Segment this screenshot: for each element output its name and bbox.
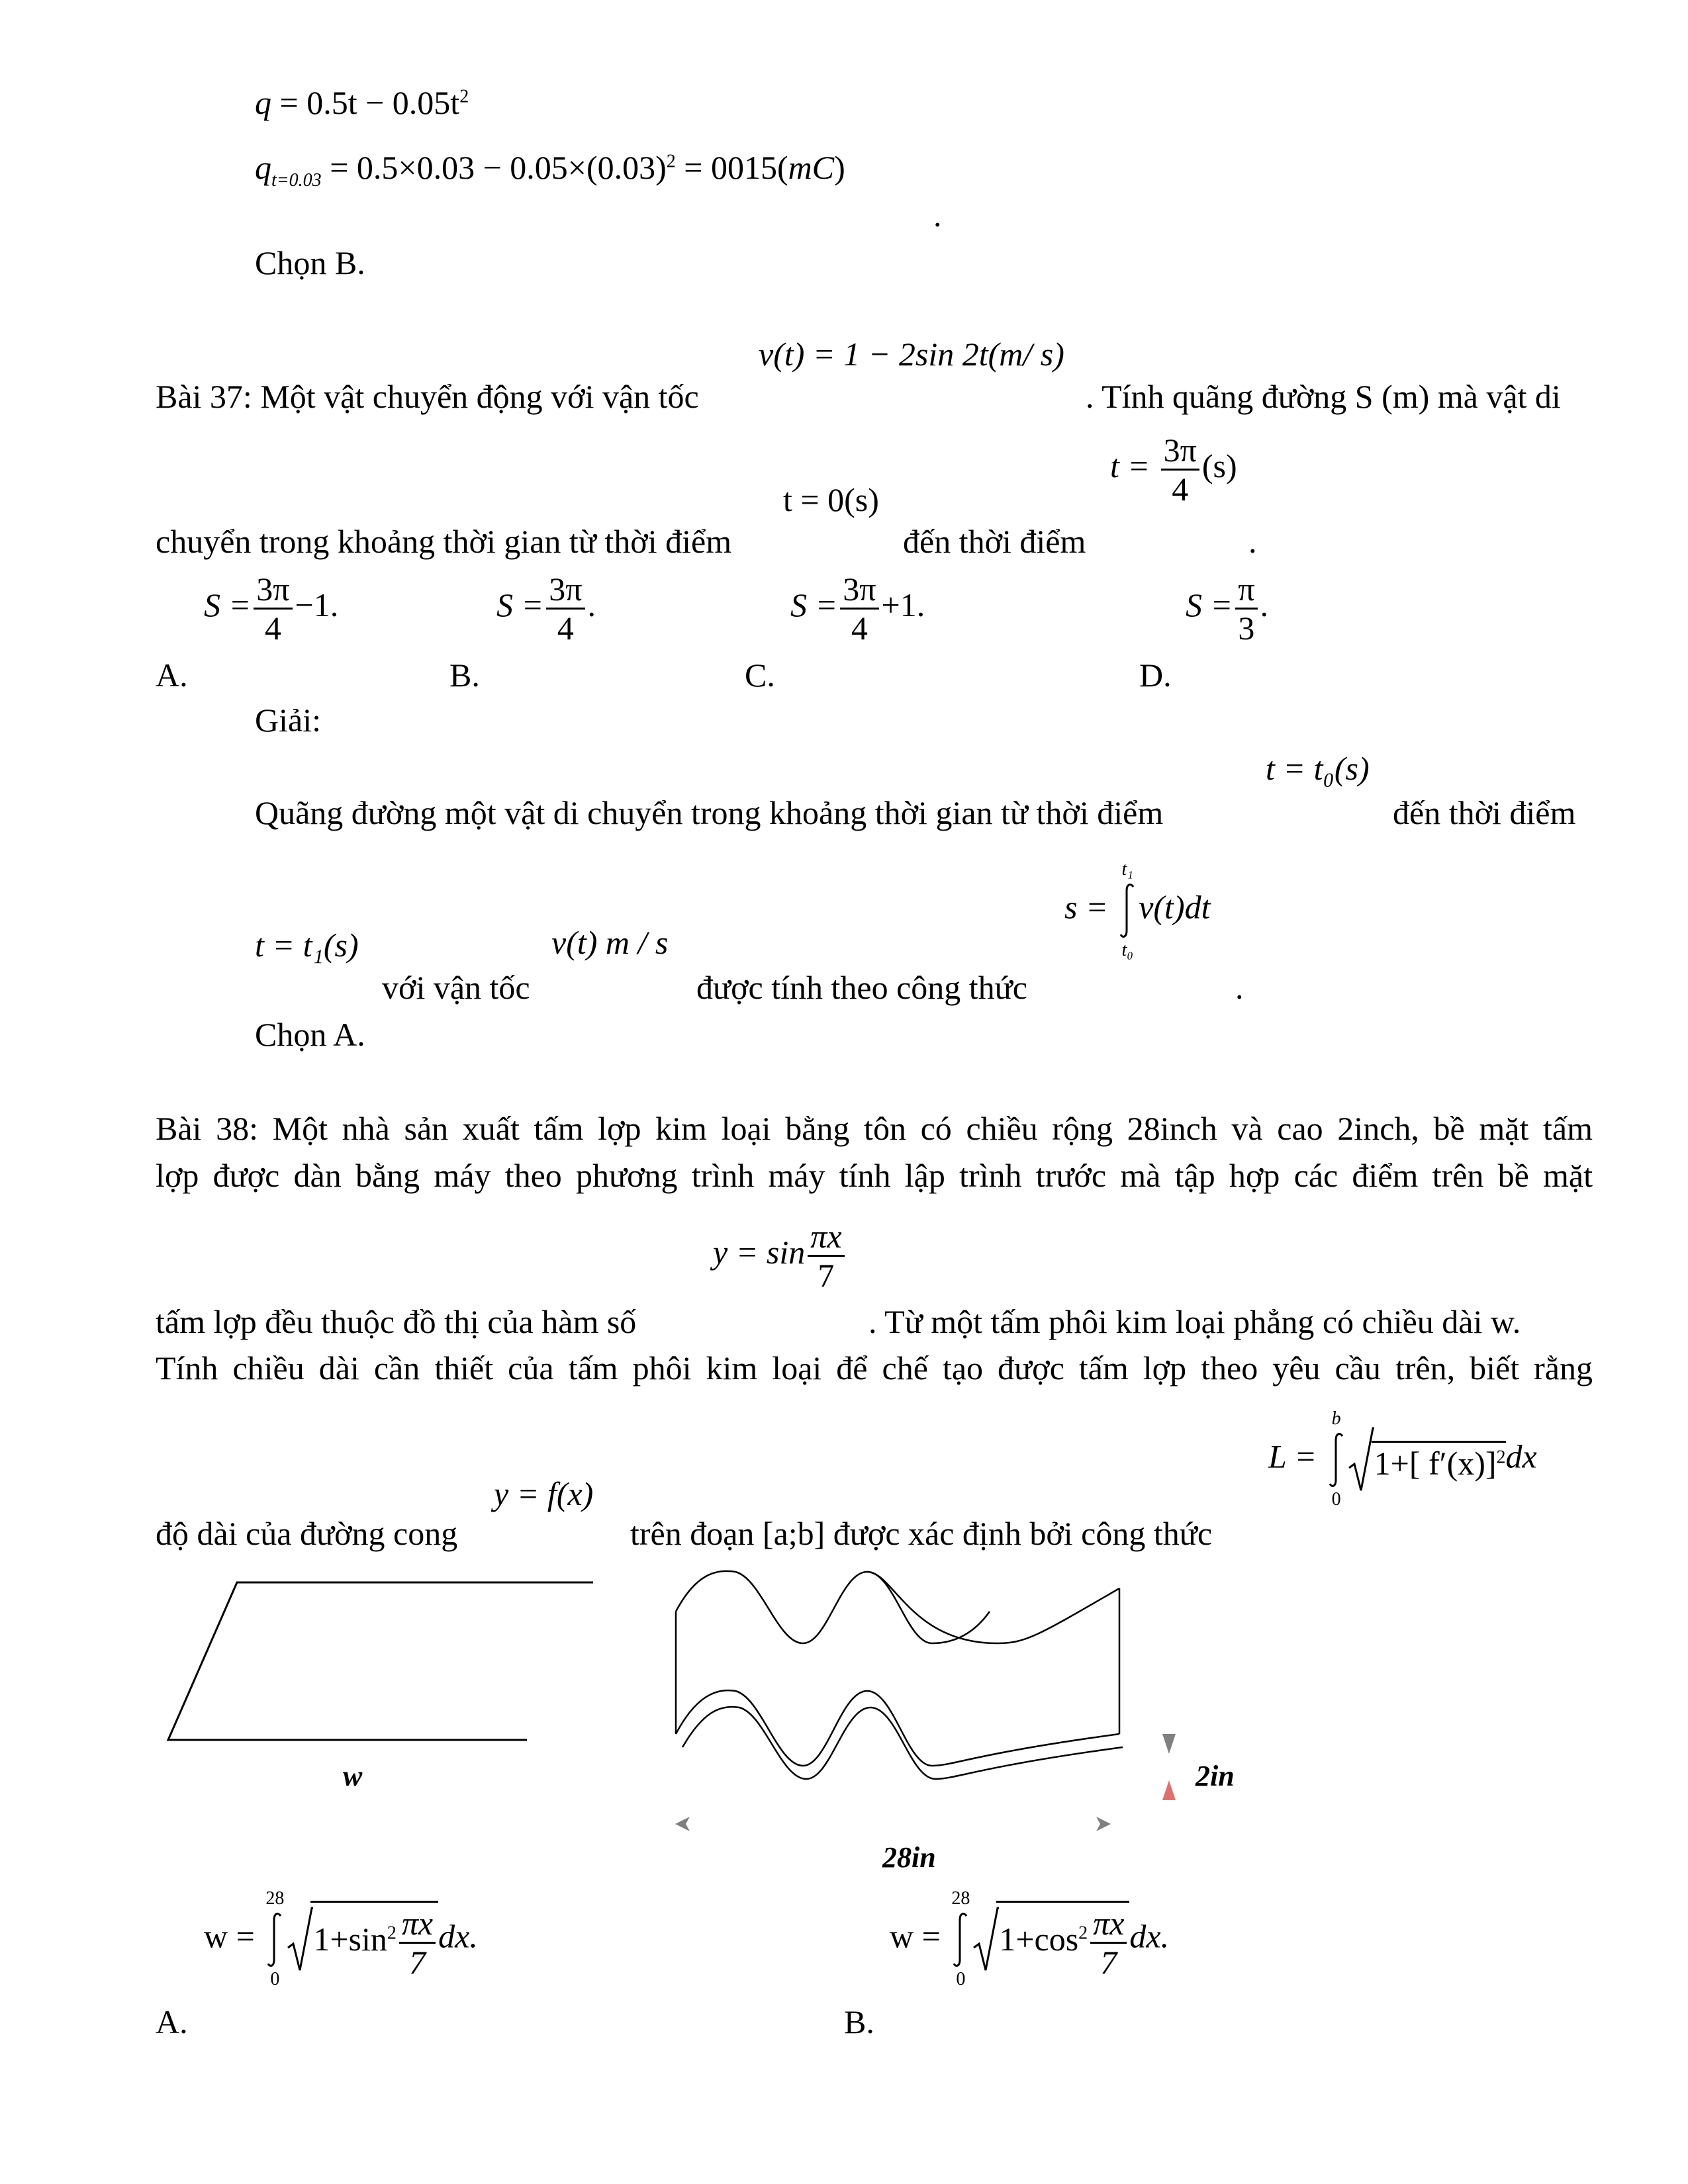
lower-limit: 0 xyxy=(270,1969,280,1989)
option-b-label[interactable]: B. xyxy=(449,657,480,694)
integral xyxy=(951,1889,970,1990)
lhs: w = xyxy=(204,1917,255,1955)
exp: 2 xyxy=(1078,1923,1088,1944)
frac-den: 4 xyxy=(264,610,281,647)
width-arrow-left-icon xyxy=(675,1817,690,1831)
flat-sheet-outline xyxy=(168,1582,593,1740)
answer-37: Chọn A. xyxy=(255,1016,365,1053)
eq-lhs: q xyxy=(255,149,271,186)
upper-limit: t₁ xyxy=(1121,859,1133,880)
velocity-formula: v(t) = 1 − 2sin 2t(m/ s) xyxy=(759,336,1064,373)
problem37-line2-a: chuyển trong khoảng thời gian từ thời điểm xyxy=(156,523,732,560)
lhs: S = xyxy=(204,586,252,623)
lhs: S = xyxy=(790,586,838,623)
lhs: y = sin xyxy=(713,1233,806,1271)
radical-sign-icon xyxy=(287,1907,313,1973)
lhs: s = xyxy=(1064,888,1108,926)
tail: . xyxy=(587,586,596,623)
lower-limit: 0 xyxy=(956,1969,966,1989)
corrugated-sheet xyxy=(676,1571,1123,1779)
option-a-label[interactable]: A. xyxy=(156,2003,188,2040)
frac-num: 3π xyxy=(546,572,585,610)
problem38-line1: Bài 38: Một nhà sản xuất tấm lợp kim loại bằng tôn có chiều rộng 28inch và cao 2inch, bề mặt tấm xyxy=(156,1110,1593,1147)
eq-exp: 2 xyxy=(666,151,676,172)
exp: 2 xyxy=(1496,1446,1506,1467)
integral-sign-icon xyxy=(952,1912,969,1968)
upper-limit: b xyxy=(1331,1408,1341,1429)
option-a-label[interactable]: A. xyxy=(156,657,188,694)
option-a-formula xyxy=(204,1889,478,1990)
eq-exp: 2 xyxy=(459,86,469,107)
tail: dx xyxy=(1505,1437,1537,1475)
problem38-line4: Tính chiều dài cần thiết của tấm phôi kim loại để chế tạo được tấm lợp theo yêu cầu trên, biết rằng xyxy=(156,1349,1593,1387)
frac-num: 3π xyxy=(254,572,292,610)
width-label: 28in xyxy=(882,1841,936,1874)
eq-rhs: = 0.5t − 0.05t xyxy=(279,84,460,121)
problem38-line3-b: . Từ một tấm phôi kim loại phẳng có chiều dài w. xyxy=(868,1303,1521,1340)
solution-line1-a: Quãng đường một vật di chuyển trong khoảng thời gian từ thời điểm xyxy=(255,794,1164,831)
tail: +1. xyxy=(881,586,925,623)
lhs: w = xyxy=(890,1917,941,1955)
option-d-label[interactable]: D. xyxy=(1139,657,1172,694)
solution-heading: Giải: xyxy=(255,702,321,739)
t1-formula: t = t₁(s) xyxy=(255,927,359,964)
frac-num: πx xyxy=(399,1907,436,1944)
tail: −1. xyxy=(295,586,339,623)
exp: 2 xyxy=(387,1923,397,1944)
solution-line2-end: . xyxy=(1235,969,1244,1006)
bottom-wave-1 xyxy=(676,1690,1119,1766)
height-arrow-up-icon xyxy=(1162,1780,1176,1800)
eq-lhs: q xyxy=(255,84,271,121)
problem38-line5-a: độ dài của đường cong xyxy=(156,1515,458,1552)
t-start: t = 0(s) xyxy=(783,481,879,518)
option-b-formula xyxy=(890,1889,1169,1990)
height-label: 2in xyxy=(1196,1760,1235,1792)
upper-limit: 28 xyxy=(951,1888,970,1909)
top-wave xyxy=(676,1571,990,1643)
integral-sign-icon xyxy=(266,1912,283,1968)
lhs: S = xyxy=(496,586,544,623)
option-c-label[interactable]: C. xyxy=(745,657,775,694)
problem37-line1-b: . Tính quãng đường S (m) mà vật di xyxy=(1086,378,1561,415)
frac-num: 3π xyxy=(840,572,878,610)
problem37-line1-a: Bài 37: Một vật chuyển động với vận tốc xyxy=(156,378,699,415)
eq-close: ) xyxy=(834,149,845,186)
problem38-line3-a: tấm lợp đều thuộc đồ thị của hàm số xyxy=(156,1303,637,1340)
frac-num: πx xyxy=(808,1220,844,1257)
answer-36: Chọn B. xyxy=(255,244,365,281)
tail: dx. xyxy=(438,1917,478,1955)
t-unit: (s) xyxy=(1201,447,1237,484)
width-arrow-right-icon xyxy=(1096,1817,1111,1831)
velocity-unit: v(t) m / s xyxy=(551,924,669,961)
solution-line1-b: đến thời điểm xyxy=(1393,794,1576,831)
w-label: w xyxy=(343,1760,363,1792)
frac-den: 4 xyxy=(557,610,574,647)
problem38-line5-b: trên đoạn [a;b] được xác định bởi công thức xyxy=(630,1515,1213,1552)
lower-limit: t₀ xyxy=(1121,940,1133,960)
radical-sign-icon xyxy=(972,1907,999,1973)
frac-den: 7 xyxy=(1100,1944,1117,1981)
eq-result: = 0015( xyxy=(684,149,788,186)
problem38-line2: lợp được dàn bằng máy theo phương trình máy tính lập trình trước mà tập hợp các điểm trên bề mặt xyxy=(156,1157,1593,1194)
frac-den: 7 xyxy=(409,1944,426,1981)
radicand: 1+cos xyxy=(999,1920,1079,1958)
solution-line2-a: với vận tốc xyxy=(382,969,530,1006)
frac-den: 3 xyxy=(1238,610,1255,647)
tail: dx. xyxy=(1129,1917,1170,1955)
stray-dot: . xyxy=(933,197,942,234)
eq-rhs: = 0.5×0.03 − 0.05×(0.03) xyxy=(330,149,667,186)
frac-den: 7 xyxy=(818,1257,835,1294)
eq-unit: mC xyxy=(788,149,835,186)
frac-den: 4 xyxy=(851,610,868,647)
problem37-line2-end: . xyxy=(1248,523,1257,560)
frac-num: πx xyxy=(1090,1907,1127,1944)
radicand: 1+[ f′(x)] xyxy=(1374,1444,1497,1482)
tail: . xyxy=(1260,586,1268,623)
lower-limit: 0 xyxy=(1331,1489,1341,1510)
lhs: S = xyxy=(1186,586,1233,623)
upper-limit: 28 xyxy=(265,1888,285,1909)
height-arrow-down-icon xyxy=(1162,1734,1176,1754)
curve-formula: y = f(x) xyxy=(494,1475,594,1512)
lhs: L = xyxy=(1268,1437,1317,1475)
solution-line2-b: được tính theo công thức xyxy=(696,969,1027,1006)
option-b-label[interactable]: B. xyxy=(844,2003,874,2040)
top-wave-right xyxy=(867,1572,1119,1643)
integrand: v(t)dt xyxy=(1139,888,1211,926)
frac-num: 3π xyxy=(1161,433,1199,471)
radicand: 1+sin xyxy=(313,1920,387,1958)
problem37-line2-b: đến thời điểm xyxy=(903,523,1086,560)
frac-num: π xyxy=(1235,572,1257,610)
t-lhs: t = xyxy=(1110,447,1150,484)
t0-formula: t = t₀(s) xyxy=(1266,750,1370,787)
eq-sub: t=0.03 xyxy=(271,170,322,191)
integral xyxy=(265,1889,284,1990)
frac-den: 4 xyxy=(1172,471,1189,508)
